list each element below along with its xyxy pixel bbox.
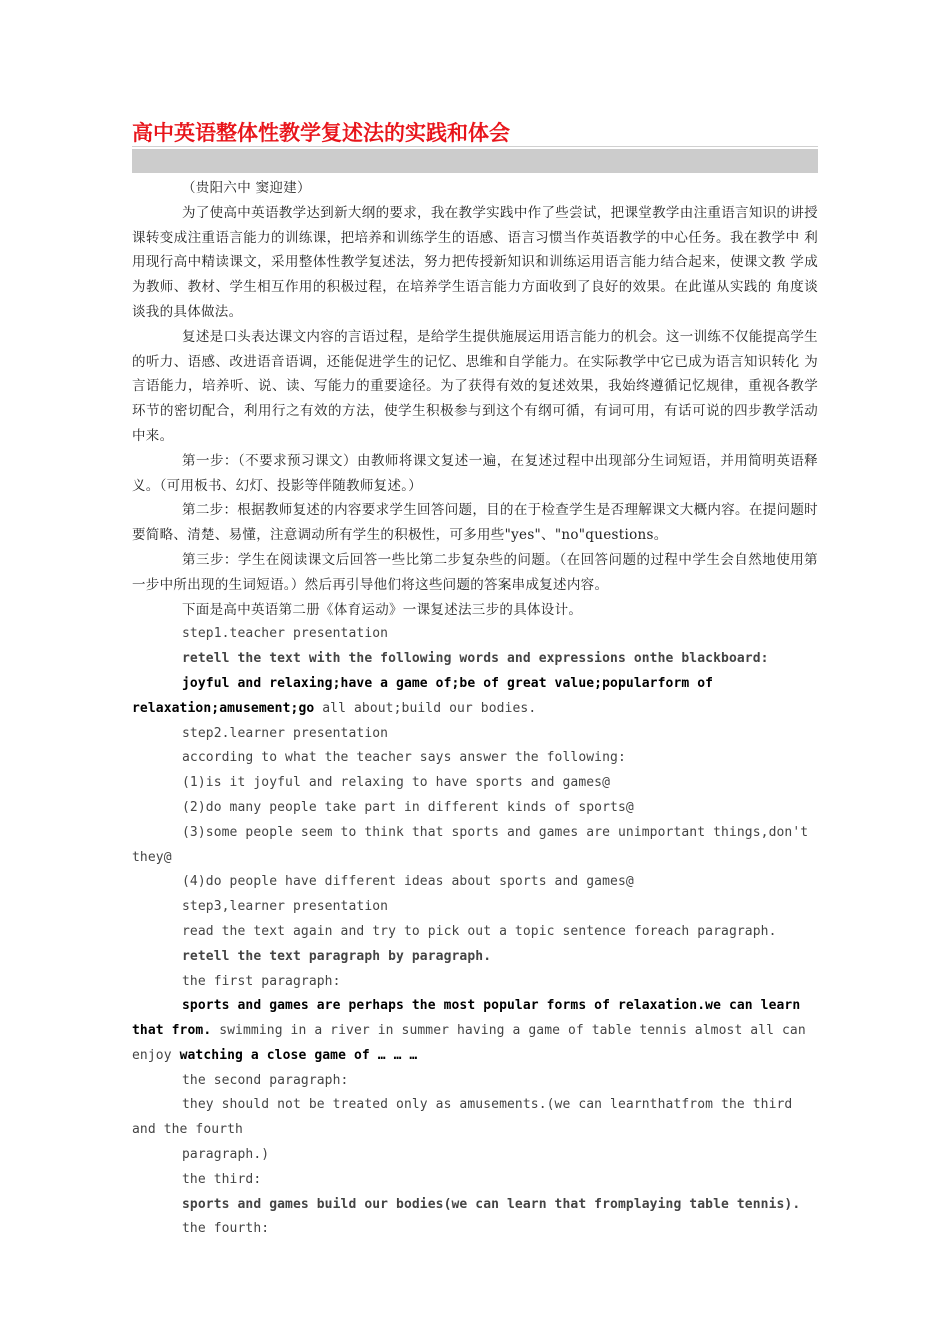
step3-heading: step3,learner presentation [182, 899, 389, 915]
step1-heading: step1.teacher presentation [182, 626, 389, 642]
read-instruction: read the text again and try to pick out a topic sentence foreach paragraph. [182, 923, 777, 939]
first-paragraph-label: the first paragraph: [182, 973, 341, 989]
paragraph-step-three: 第三步：学生在阅读课文后回答一些比第二步复杂些的问题。（在回答问题的过程中学生会自然地使用第 一步中所出现的生词短语。）然后再引导他们将这些问题的答案串成复述内容。 [132, 551, 818, 593]
author-line: （贵阳六中 窦迎建） [182, 180, 311, 196]
second-paragraph-label: the second paragraph: [182, 1072, 349, 1088]
question-1: (1)is it joyful and relaxing to have sports and games@ [182, 775, 611, 791]
retell-instruction: retell the text with the following words and expressions onthe blackboard: [182, 651, 769, 667]
third-paragraph-text: sports and games build our bodies(we can learn that fromplaying table tennis). [182, 1196, 801, 1212]
document-page [132, 118, 818, 1242]
paragraph-retelling: 复述是口头表达课文内容的言语过程，是给学生提供施展运用语言能力的机会。这一训练不仅能提高学生 的听力、语感、改进语音语调，还能促进学生的记忆、思维和自学能力。在实际教学中它已成为语言知识转化 为言语能力，培养听、说、读、写能力的重要途径。为了获得有效的复述效果，我始终遵循记忆规律，重视各教学环节的密切配合，利用行之有效的方法，使学生积极参与到这个有纲可循，有词可用，有话可说的四步教学活动中来。 [132, 328, 818, 444]
question-3: (3)some people seem to think that sports and games are unimportant things,don't they@ [132, 824, 809, 865]
vocabulary-line [132, 672, 818, 722]
first-paragraph-bold: sports and games are perhaps the most popular forms of relaxation.we can learn that from. [132, 998, 801, 1039]
second-paragraph-text: they should not be treated only as amusements.(we can learnthatfrom the third and the fourth [132, 1097, 793, 1138]
second-paragraph-close: paragraph.) [182, 1147, 270, 1163]
vocabulary-rest: all about;build our bodies. [314, 700, 537, 716]
third-paragraph-label: the third: [182, 1171, 262, 1187]
retell-paragraph-instruction: retell the text paragraph by paragraph. [182, 948, 492, 964]
fourth-paragraph-label: the fourth: [182, 1221, 270, 1237]
document-title: 高中英语整体性教学复述法的实践和体会 [132, 118, 818, 147]
paragraph-intro: 为了使高中英语教学达到新大纲的要求，我在教学实践中作了些尝试，把课堂教学由注重语言知识的讲授 课转变成注重语言能力的训练课，把培养和训练学生的语感、语言习惯当作英语教学的中心任务。我在教学中 利用现行高中精读课文，采用整体性教学复述法，努力把传授新知识和训练运用语言能力结合起来，使课文教 学成为教师、教材、学生相互作用的积极过程，在培养学生语言能力方面收到了良好的效果。在此谨从实践的 角度谈谈我的具体做法。 [132, 204, 818, 320]
paragraph-design: 下面是高中英语第二册《体育运动》一课复述法三步的具体设计。 [182, 601, 583, 618]
paragraph-step-two: 第二步：根据教师复述的内容要求学生回答问题，目的在于检查学生是否理解课文大概内容。在提问题时 要简略、清楚、易懂，注意调动所有学生的积极性，可多用些"yes"、"no"questions。 [132, 502, 818, 544]
title-divider-bar [132, 149, 818, 173]
according-line: according to what the teacher says answer the following: [182, 750, 626, 766]
paragraph-step-one: 第一步：（不要求预习课文）由教师将课文复述一遍，在复述过程中出现部分生词短语，并用简明英语释义。（可用板书、幻灯、投影等伴随教师复述。） [132, 452, 818, 494]
vocabulary-bold: joyful and relaxing;have a game of;be of great value;popularform of relaxation;amusement;go [132, 675, 714, 716]
question-4: (4)do people have different ideas about sports and games@ [182, 874, 634, 890]
first-paragraph-ending: watching a close game of … … … [179, 1047, 418, 1063]
question-2: (2)do many people take part in different kinds of sports@ [182, 799, 634, 815]
document-body [132, 176, 818, 1242]
first-paragraph-plain: swimming in a river in summer having a game of table tennis almost all can enjoy [132, 1023, 806, 1063]
step2-heading: step2.learner presentation [182, 725, 389, 741]
first-paragraph-text [132, 994, 818, 1068]
